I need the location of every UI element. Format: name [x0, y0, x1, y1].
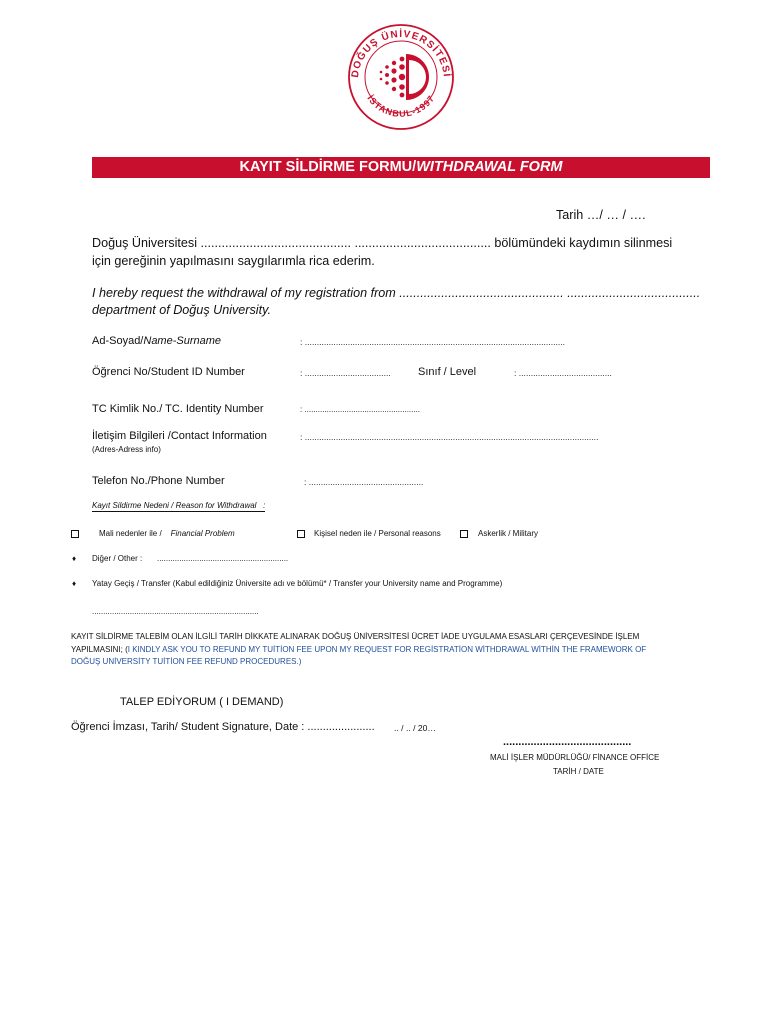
transfer-bullet-icon: ♦	[72, 579, 77, 588]
military-checkbox[interactable]	[460, 530, 468, 538]
financial-label: Mali nedenler ile / Financial Problem	[99, 529, 235, 538]
finance-office-label: MALİ İŞLER MÜDÜRLÜĞÜ/ FİNANCE OFFİCE	[490, 753, 660, 762]
demand-text: TALEP EDİYORUM ( I DEMAND)	[120, 696, 284, 708]
office-date-label: TARİH / DATE	[553, 767, 604, 776]
university-logo	[346, 22, 456, 132]
tc-identity-label: TC Kimlik No./ TC. Identity Number	[92, 403, 264, 415]
tr-paragraph-line2: için gereğinin yapılmasını saygılarımla rica ederim.	[92, 254, 375, 268]
notice-line1: KAYIT SİLDİRME TALEBİM OLAN İLGİLİ TARİH DİKKATE ALINARAK DOĞUŞ ÜNİVERSİTESİ ÜCRET İADE UYGULAMA ESASLARI ÇERÇEVESİNDE İŞLEM	[71, 632, 640, 641]
en-paragraph-line1: I hereby request the withdrawal of my registration from ............................................... ......................................	[92, 286, 701, 300]
student-signature-label: Öğrenci İmzası, Tarih/ Student Signature, Date : ......................	[71, 721, 375, 733]
transfer-field[interactable]: ...........................................................................	[92, 607, 259, 616]
signature-date-field[interactable]: .. / .. / 20…	[394, 723, 437, 733]
level-label: Sınıf / Level	[418, 366, 477, 378]
tr-paragraph-line1: Doğuş Üniversitesi ........................................... ....................................... bölümündeki kaydımın silinmesi	[92, 236, 673, 250]
phone-label: Telefon No./Phone Number	[92, 475, 225, 487]
phone-field[interactable]: : ................................................	[304, 477, 424, 487]
reason-heading: Kayıt Sildirme Nedeni / Reason for Withdrawal :	[92, 501, 266, 510]
form-title: KAYIT SİLDİRME FORMU/WITHDRAWAL FORM	[92, 157, 710, 178]
office-signature-line: ..........................................	[503, 736, 632, 748]
logo-arc-text: DOĞUŞ ÜNİVERSİTESİ	[349, 28, 452, 79]
date-line: Tarih …/ … / ….	[556, 208, 646, 222]
notice-line2: YAPILMASINI; (I KINDLY ASK YOU TO REFUND MY TUİTİON FEE UPON MY REQUEST FOR REGİSTRATİON WİTHDRAWAL WİTHİN THE FRAMEWORK OF	[71, 645, 647, 654]
personal-label: Kişisel neden ile / Personal reasons	[314, 529, 441, 538]
personal-checkbox[interactable]	[297, 530, 305, 538]
name-field[interactable]: : .............................................................................................................	[300, 337, 566, 347]
military-label: Askerlik / Military	[478, 529, 539, 538]
logo-bottom-text: İSTANBUL-1997	[365, 93, 437, 119]
tc-identity-field[interactable]: : ....................................................	[300, 405, 421, 414]
other-field[interactable]: ...........................................................	[157, 554, 289, 563]
transfer-label: Yatay Geçiş / Transfer (Kabul edildiğiniz Üniversite adı ve bölümü* / Transfer your University name and Programme)	[92, 579, 503, 588]
contact-field[interactable]: : ...........................................................................................................................	[300, 432, 599, 442]
notice-line3: DOĞUŞ UNİVERSİTY TUİTİON FEE REFUND PROCEDURES.)	[71, 657, 302, 666]
contact-label: İletişim Bilgileri /Contact Information	[92, 430, 267, 442]
other-bullet-icon: ♦	[72, 554, 77, 563]
level-field[interactable]: : .......................................	[514, 368, 612, 378]
contact-sub-label: (Adres-Adress info)	[92, 445, 161, 454]
financial-checkbox[interactable]	[71, 530, 79, 538]
en-paragraph-line2: department of Doğuş University.	[92, 303, 271, 317]
other-label: Diğer / Other :	[92, 554, 143, 563]
student-id-label: Öğrenci No/Student ID Number	[92, 366, 245, 378]
name-label: Ad-Soyad/Name-Surname	[92, 335, 222, 347]
student-id-field[interactable]: : ....................................	[300, 368, 391, 378]
